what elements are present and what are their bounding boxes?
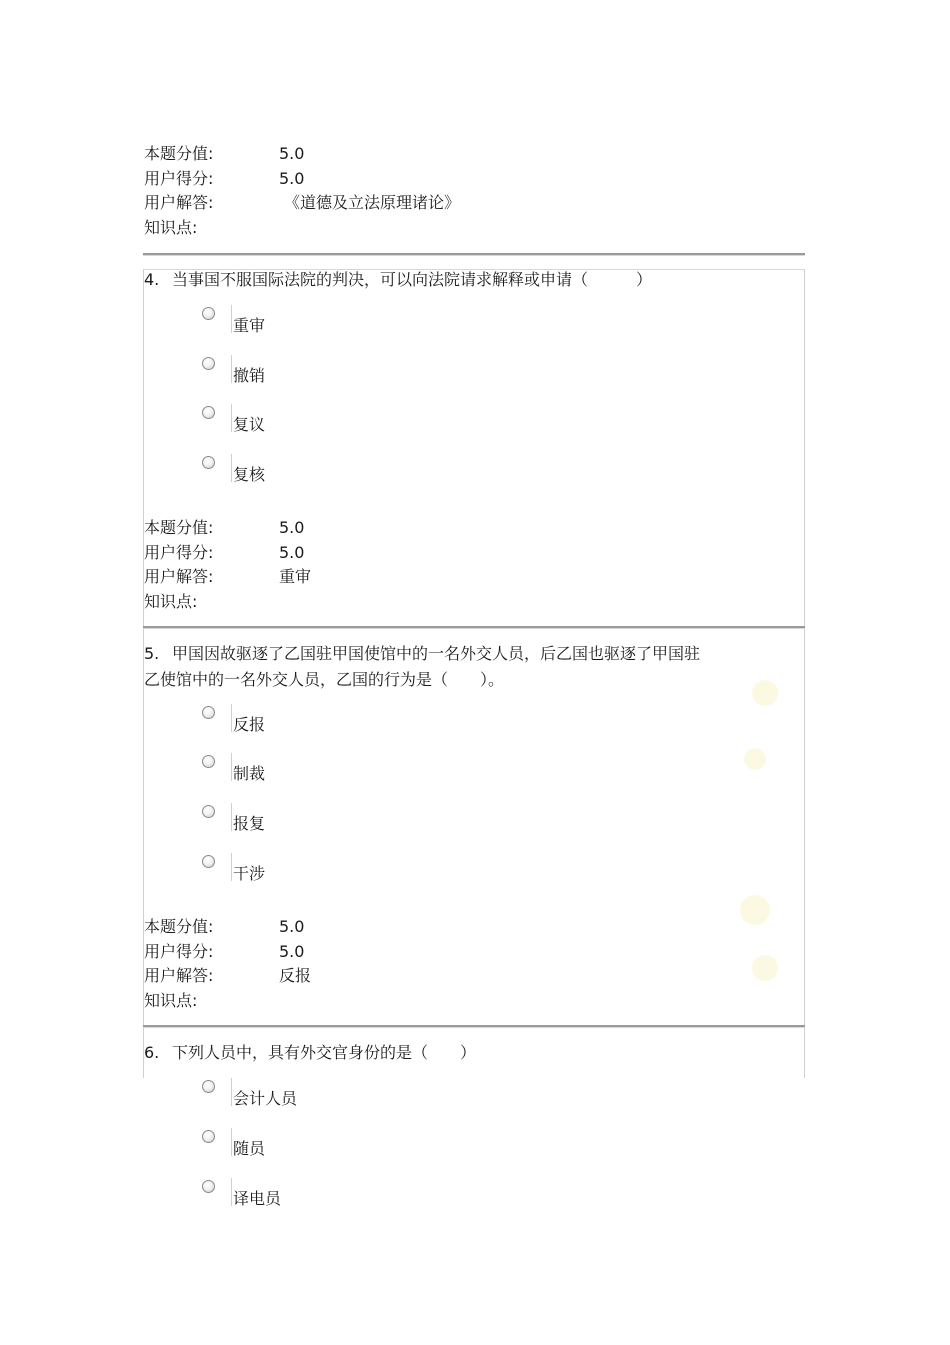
option-label: 报复 xyxy=(233,814,266,833)
q4-score-value: 5.0 xyxy=(279,518,305,537)
question-5-text xyxy=(144,641,784,693)
q4-knowledge-row xyxy=(144,590,644,615)
q5-user-score-row xyxy=(144,940,644,965)
radio-button[interactable] xyxy=(202,307,215,320)
option-label: 撤销 xyxy=(233,366,266,385)
question-number: 4. xyxy=(144,270,160,289)
question-stem-line1: 甲国因故驱逐了乙国驻甲国使馆中的一名外交人员，后乙国也驱逐了甲国驻 xyxy=(172,644,701,663)
knowledge-point-label: 知识点: xyxy=(144,217,198,237)
option-row[interactable] xyxy=(200,706,500,740)
user-answer-label: 用户解答: xyxy=(144,193,214,212)
option-label: 复核 xyxy=(233,465,266,484)
q4-user-answer: 重审 xyxy=(279,567,312,586)
option-label: 干涉 xyxy=(233,864,266,883)
option-row[interactable] xyxy=(200,307,500,341)
option-row[interactable] xyxy=(200,1180,500,1214)
q3-score-value-row xyxy=(144,142,644,167)
option-label: 反报 xyxy=(233,715,266,734)
background-decoration xyxy=(744,748,766,770)
q5-knowledge-row xyxy=(144,989,644,1014)
radio-button[interactable] xyxy=(202,1130,215,1143)
background-decoration xyxy=(740,895,770,925)
q5-result-block xyxy=(144,915,644,1013)
q5-user-score: 5.0 xyxy=(279,941,305,961)
question-4-text xyxy=(144,267,784,293)
q3-user-answer: 《道德及立法原理诸论》 xyxy=(284,193,461,212)
q3-user-score: 5.0 xyxy=(279,168,305,188)
score-value-label: 本题分值: xyxy=(144,144,214,163)
q5-score-value: 5.0 xyxy=(279,917,305,936)
option-label: 重审 xyxy=(233,316,266,335)
q3-user-answer-row xyxy=(144,191,644,216)
divider xyxy=(143,253,805,256)
radio-button[interactable] xyxy=(202,805,215,818)
radio-button[interactable] xyxy=(202,1080,215,1093)
user-score-label: 用户得分: xyxy=(144,941,214,961)
q4-user-score: 5.0 xyxy=(279,542,305,562)
radio-button[interactable] xyxy=(202,456,215,469)
q5-score-value-row xyxy=(144,915,644,940)
option-row[interactable] xyxy=(200,755,500,789)
q3-score-value: 5.0 xyxy=(279,144,305,163)
question-number: 6. xyxy=(144,1043,160,1062)
radio-button[interactable] xyxy=(202,357,215,370)
question-6-text xyxy=(144,1040,784,1066)
option-row[interactable] xyxy=(200,406,500,440)
option-row[interactable] xyxy=(200,357,500,391)
q3-user-score-row xyxy=(144,167,644,192)
radio-button[interactable] xyxy=(202,755,215,768)
option-label: 制裁 xyxy=(233,764,266,783)
score-value-label: 本题分值: xyxy=(144,917,214,936)
q5-user-answer-row xyxy=(144,964,644,989)
user-answer-label: 用户解答: xyxy=(144,966,214,985)
radio-button[interactable] xyxy=(202,406,215,419)
knowledge-point-label: 知识点: xyxy=(144,990,198,1010)
user-answer-label: 用户解答: xyxy=(144,567,214,586)
option-label: 随员 xyxy=(233,1139,266,1158)
question-stem: 下列人员中，具有外交官身份的是（ ） xyxy=(172,1043,477,1062)
option-row[interactable] xyxy=(200,805,500,839)
background-decoration xyxy=(752,955,778,981)
option-row[interactable] xyxy=(200,456,500,490)
q3-knowledge-row xyxy=(144,216,644,241)
option-label: 会计人员 xyxy=(233,1089,298,1108)
question-number: 5. xyxy=(144,644,160,663)
option-row[interactable] xyxy=(200,1130,500,1164)
radio-button[interactable] xyxy=(202,706,215,719)
q5-user-answer: 反报 xyxy=(279,966,312,985)
option-row[interactable] xyxy=(200,1080,500,1114)
user-score-label: 用户得分: xyxy=(144,542,214,562)
background-decoration xyxy=(752,680,778,706)
knowledge-point-label: 知识点: xyxy=(144,591,198,611)
option-label: 译电员 xyxy=(233,1189,282,1208)
score-value-label: 本题分值: xyxy=(144,518,214,537)
question-stem-line2: 乙使馆中的一名外交人员，乙国的行为是（ ）。 xyxy=(144,670,505,689)
option-label: 复议 xyxy=(233,415,266,434)
q3-result-block xyxy=(144,142,644,240)
option-row[interactable] xyxy=(200,855,500,889)
q4-result-block xyxy=(144,516,644,614)
q4-user-score-row xyxy=(144,541,644,566)
q4-score-value-row xyxy=(144,516,644,541)
question-stem: 当事国不服国际法院的判决，可以向法院请求解释或申请（ ） xyxy=(172,270,653,289)
q4-user-answer-row xyxy=(144,565,644,590)
user-score-label: 用户得分: xyxy=(144,168,214,188)
radio-button[interactable] xyxy=(202,1180,215,1193)
radio-button[interactable] xyxy=(202,855,215,868)
